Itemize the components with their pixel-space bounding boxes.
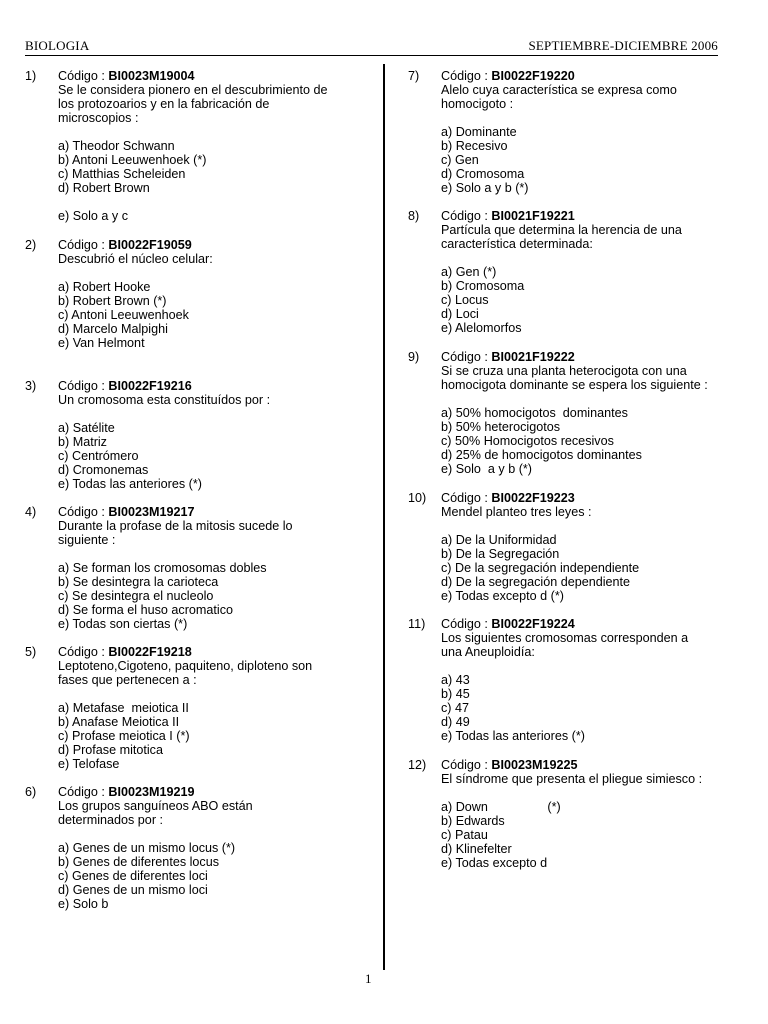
answer-option: c) 47 xyxy=(441,701,469,715)
answer-option: a) 43 xyxy=(441,673,470,687)
question-number: 12) xyxy=(408,758,427,772)
question-text-line: característica determinada: xyxy=(441,237,593,251)
answer-option: d) Klinefelter xyxy=(441,842,512,856)
question-4 xyxy=(25,505,370,631)
answer-option: a) Genes de un mismo locus (*) xyxy=(58,841,236,855)
answer-option: a) Satélite xyxy=(58,421,115,435)
answer-option: d) Genes de un mismo loci xyxy=(58,883,208,897)
header-divider xyxy=(25,55,718,56)
answer-options xyxy=(441,533,738,603)
answer-options xyxy=(441,800,738,870)
question-code-line xyxy=(58,238,370,252)
answer-option: a) Dominante xyxy=(441,125,517,139)
code-label: Código : xyxy=(58,238,109,252)
answer-option: a) De la Uniformidad xyxy=(441,533,557,547)
question-1 xyxy=(25,69,370,223)
question-code: BI0021F19222 xyxy=(491,350,575,364)
code-label: Código : xyxy=(441,69,492,83)
question-number: 9) xyxy=(408,350,420,364)
question-5 xyxy=(25,645,370,771)
answer-option: b) 50% heterocigotos xyxy=(441,420,561,434)
question-2 xyxy=(25,238,370,350)
answer-option: d) Marcelo Malpighi xyxy=(58,322,168,336)
code-label: Código : xyxy=(58,69,109,83)
answer-option: c) Gen xyxy=(441,153,479,167)
answer-option: e) Todas excepto d xyxy=(441,856,548,870)
answer-option: a) Theodor Schwann xyxy=(58,139,175,153)
answer-option: d) Cromonemas xyxy=(58,463,149,477)
question-code-line xyxy=(441,350,738,364)
question-text-line: microscopios : xyxy=(58,111,139,125)
answer-options xyxy=(58,421,370,491)
question-code: BI0021F19221 xyxy=(491,209,575,223)
answer-option: b) Anafase Meiotica II xyxy=(58,715,180,729)
question-code: BI0023M19217 xyxy=(108,505,195,519)
answer-option: e) Alelomorfos xyxy=(441,321,522,335)
question-text-line: Durante la profase de la mitosis sucede lo xyxy=(58,519,293,533)
question-text-line: Un cromosoma esta constituídos por : xyxy=(58,393,271,407)
answer-option: e) Todas excepto d (*) xyxy=(441,589,564,603)
answer-option: b) Edwards xyxy=(441,814,505,828)
question-code-line xyxy=(58,645,370,659)
question-text-line: Partícula que determina la herencia de una xyxy=(441,223,682,237)
answer-option: e) Todas son ciertas (*) xyxy=(58,617,188,631)
question-number: 7) xyxy=(408,69,420,83)
answer-option: d) Loci xyxy=(441,307,479,321)
exam-period: SEPTIEMBRE-DICIEMBRE 2006 xyxy=(528,38,718,53)
question-code-line xyxy=(441,617,738,631)
answer-option: e) Van Helmont xyxy=(58,336,145,350)
answer-option: e) Solo a y b (*) xyxy=(441,462,532,476)
code-label: Código : xyxy=(58,505,109,519)
answer-options xyxy=(58,841,370,911)
question-code: BI0023M19225 xyxy=(491,758,578,772)
answer-option: c) Matthias Scheleiden xyxy=(58,167,186,181)
answer-option: d) 25% de homocigotos dominantes xyxy=(441,448,642,462)
question-number: 2) xyxy=(25,238,37,252)
question-code-line xyxy=(58,505,370,519)
answer-option: c) 50% Homocigotos recesivos xyxy=(441,434,614,448)
code-label: Código : xyxy=(58,379,109,393)
answer-option: b) 45 xyxy=(441,687,470,701)
question-text-line: siguiente : xyxy=(58,533,116,547)
answer-option: a) Se forman los cromosomas dobles xyxy=(58,561,267,575)
question-code: BI0022F19059 xyxy=(108,238,192,252)
question-text-line: Los siguientes cromosomas corresponden a xyxy=(441,631,689,645)
answer-option: e) Todas las anteriores (*) xyxy=(58,477,202,491)
question-9 xyxy=(408,350,738,476)
code-label: Código : xyxy=(58,785,109,799)
column-divider xyxy=(383,64,385,970)
answer-option: b) Recesivo xyxy=(441,139,508,153)
question-6 xyxy=(25,785,370,911)
question-number: 3) xyxy=(25,379,37,393)
answer-option: e) Solo a y b (*) xyxy=(441,181,529,195)
answer-option: b) Genes de diferentes locus xyxy=(58,855,220,869)
question-code-line xyxy=(58,785,370,799)
page-number: 1 xyxy=(365,971,372,986)
answer-option: c) Genes de diferentes loci xyxy=(58,869,208,883)
question-code-line xyxy=(441,69,738,83)
answer-option: c) Patau xyxy=(441,828,488,842)
question-code-line xyxy=(441,758,738,772)
answer-option: c) Locus xyxy=(441,293,489,307)
answer-option: b) Cromosoma xyxy=(441,279,525,293)
answer-option: a) Metafase meiotica II xyxy=(58,701,189,715)
code-label: Código : xyxy=(58,645,109,659)
answer-options xyxy=(58,280,370,350)
code-label: Código : xyxy=(441,617,492,631)
question-number: 1) xyxy=(25,69,37,83)
answer-options xyxy=(58,139,370,223)
code-label: Código : xyxy=(441,491,492,505)
answer-options xyxy=(441,265,738,335)
question-number: 4) xyxy=(25,505,37,519)
question-11 xyxy=(408,617,738,743)
question-text-line: fases que pertenecen a : xyxy=(58,673,197,687)
answer-option: d) Robert Brown xyxy=(58,181,150,195)
question-code: BI0023M19219 xyxy=(108,785,195,799)
code-label: Código : xyxy=(441,209,492,223)
question-number: 11) xyxy=(408,617,426,631)
answer-option: b) Se desintegra la carioteca xyxy=(58,575,219,589)
question-code-line xyxy=(441,491,738,505)
question-text-line: Mendel planteo tres leyes : xyxy=(441,505,592,519)
answer-options xyxy=(441,406,738,476)
question-code-line xyxy=(58,69,370,83)
subject-title: BIOLOGIA xyxy=(25,38,90,53)
question-number: 10) xyxy=(408,491,427,505)
answer-options xyxy=(441,125,738,195)
question-code: BI0022F19224 xyxy=(491,617,575,631)
answer-option: d) 49 xyxy=(441,715,470,729)
answer-option: d) Profase mitotica xyxy=(58,743,163,757)
code-label: Código : xyxy=(441,350,492,364)
question-number: 6) xyxy=(25,785,37,799)
question-text-line: determinados por : xyxy=(58,813,164,827)
question-8 xyxy=(408,209,738,335)
question-text-line: El síndrome que presenta el pliegue simiesco : xyxy=(441,772,703,786)
answer-option: c) De la segregación independiente xyxy=(441,561,640,575)
answer-option: b) Robert Brown (*) xyxy=(58,294,167,308)
question-text-line: Descubrió el núcleo celular: xyxy=(58,252,213,266)
answer-option: a) Robert Hooke xyxy=(58,280,151,294)
question-code: BI0022F19218 xyxy=(108,645,192,659)
answer-option: b) De la Segregación xyxy=(441,547,560,561)
answer-options xyxy=(58,561,370,631)
question-12 xyxy=(408,758,738,870)
answer-option: d) De la segregación dependiente xyxy=(441,575,631,589)
question-code-line xyxy=(441,209,738,223)
question-text-line: Leptoteno,Cigoteno, paquiteno, diploteno son xyxy=(58,659,313,673)
question-text-line: una Aneuploidía: xyxy=(441,645,535,659)
question-text-line: homocigota dominante se espera los siguiente : xyxy=(441,378,708,392)
answer-option: a) 50% homocigotos dominantes xyxy=(441,406,628,420)
answer-option: a) Gen (*) xyxy=(441,265,497,279)
answer-option: d) Se forma el huso acromatico xyxy=(58,603,233,617)
question-text-line: Si se cruza una planta heterocigota con una xyxy=(441,364,687,378)
question-code: BI0022F19216 xyxy=(108,379,192,393)
answer-option: c) Profase meiotica I (*) xyxy=(58,729,190,743)
answer-option: e) Todas las anteriores (*) xyxy=(441,729,585,743)
question-text-line: homocigoto : xyxy=(441,97,514,111)
question-text-line: los protozoarios y en la fabricación de xyxy=(58,97,270,111)
answer-option: c) Centrómero xyxy=(58,449,139,463)
answer-options xyxy=(441,673,738,743)
question-text-line: Se le considera pionero en el descubrimiento de xyxy=(58,83,328,97)
question-code: BI0022F19220 xyxy=(491,69,575,83)
question-code-line xyxy=(58,379,370,393)
answer-option: a) Down (*) xyxy=(441,800,561,814)
question-code: BI0023M19004 xyxy=(108,69,195,83)
answer-option: d) Cromosoma xyxy=(441,167,525,181)
answer-option: c) Antoni Leeuwenhoek xyxy=(58,308,189,322)
question-7 xyxy=(408,69,738,195)
question-3 xyxy=(25,379,370,491)
code-label: Código : xyxy=(441,758,492,772)
question-number: 8) xyxy=(408,209,420,223)
question-text-line: Alelo cuya característica se expresa como xyxy=(441,83,677,97)
answer-options xyxy=(58,701,370,771)
answer-option: b) Matriz xyxy=(58,435,107,449)
answer-option: e) Telofase xyxy=(58,757,120,771)
answer-option: e) Solo a y c xyxy=(58,209,128,223)
question-number: 5) xyxy=(25,645,37,659)
answer-option: b) Antoni Leeuwenhoek (*) xyxy=(58,153,207,167)
question-text-line: Los grupos sanguíneos ABO están xyxy=(58,799,253,813)
answer-option: c) Se desintegra el nucleolo xyxy=(58,589,214,603)
question-10 xyxy=(408,491,738,603)
question-code: BI0022F19223 xyxy=(491,491,575,505)
answer-option: e) Solo b xyxy=(58,897,109,911)
